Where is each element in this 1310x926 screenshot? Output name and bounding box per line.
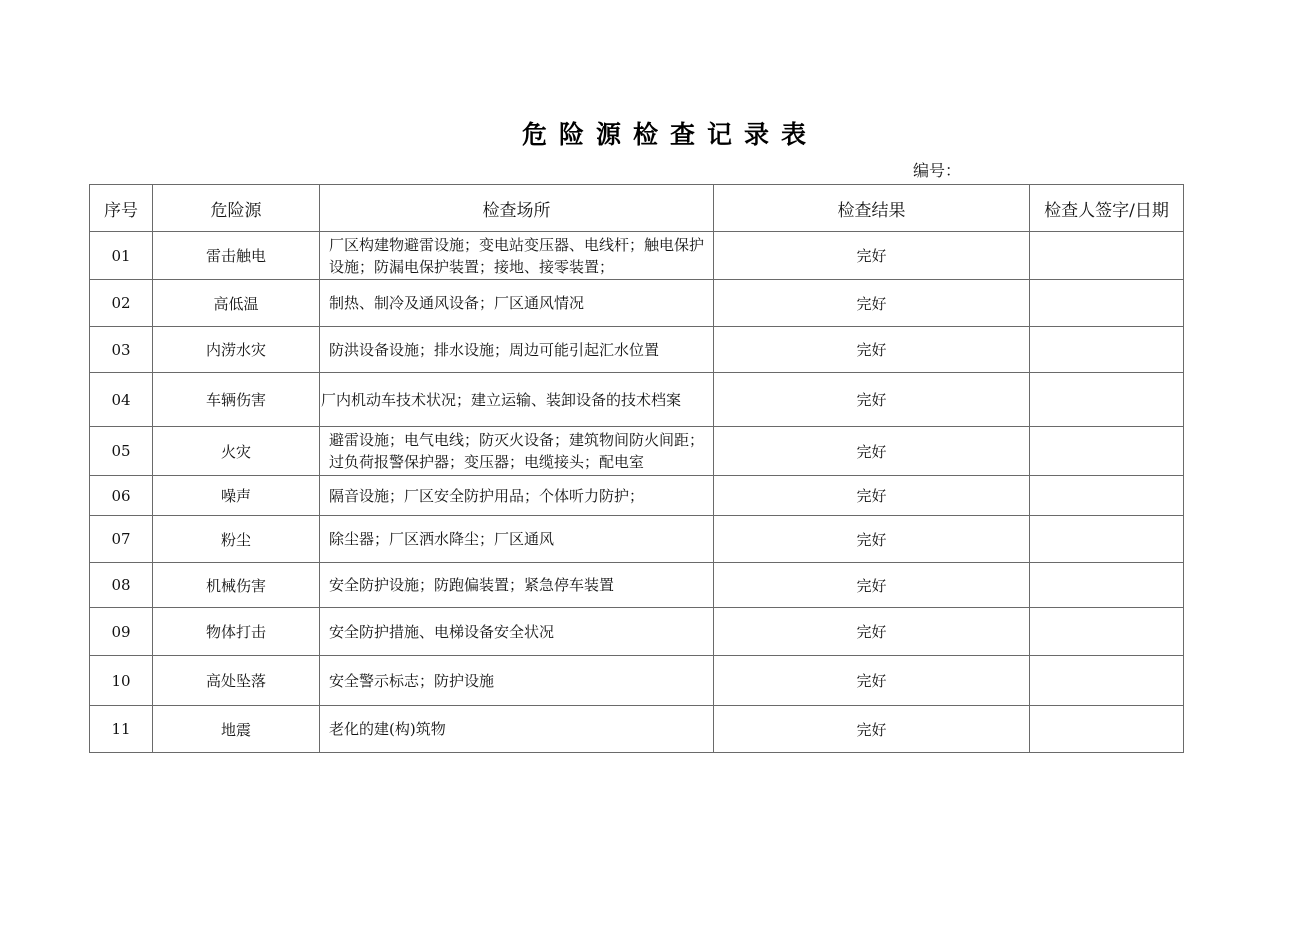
row-result: 完好 [714,427,1030,476]
row-result: 完好 [714,476,1030,516]
table-row [90,656,1184,706]
row-seq: 04 [90,373,153,427]
header-seq: 序号 [90,185,153,232]
row-hazard: 机械伤害 [153,563,320,608]
row-hazard: 内涝水灾 [153,327,320,373]
table-row [90,706,1184,753]
row-signature-cell[interactable] [1030,516,1184,563]
row-signature-cell[interactable] [1030,476,1184,516]
row-seq: 10 [90,656,153,706]
table-row [90,608,1184,656]
row-hazard: 物体打击 [153,608,320,656]
table-row [90,516,1184,563]
document-title: 危险源检查记录表 [521,120,818,149]
row-seq: 01 [90,232,153,280]
row-signature-cell[interactable] [1030,373,1184,427]
hazard-inspection-table [89,184,1184,753]
row-seq: 05 [90,427,153,476]
row-hazard: 噪声 [153,476,320,516]
row-signature-cell[interactable] [1030,232,1184,280]
row-hazard: 火灾 [153,427,320,476]
row-signature-cell[interactable] [1030,327,1184,373]
row-signature-cell[interactable] [1030,706,1184,753]
row-result: 完好 [714,327,1030,373]
row-hazard: 高处坠落 [153,656,320,706]
header-hazard: 危险源 [153,185,320,232]
row-seq: 07 [90,516,153,563]
row-hazard: 车辆伤害 [153,373,320,427]
row-place: 避雷设施；电气电线；防灭火设备；建筑物间防火间距；过负荷报警保护器；变压器；电缆接头；配电室 [320,427,714,476]
table-row [90,563,1184,608]
header-result: 检查结果 [714,185,1030,232]
row-seq: 11 [90,706,153,753]
row-result: 完好 [714,373,1030,427]
row-place: 老化的建(构)筑物 [320,706,714,753]
document-number-label: 编号： [913,161,962,180]
row-hazard: 粉尘 [153,516,320,563]
row-hazard: 地震 [153,706,320,753]
header-place: 检查场所 [320,185,714,232]
row-result: 完好 [714,656,1030,706]
table-row [90,427,1184,476]
row-seq: 03 [90,327,153,373]
row-hazard: 雷击触电 [153,232,320,280]
table-header-row [90,185,1184,232]
row-result: 完好 [714,563,1030,608]
row-seq: 02 [90,280,153,327]
table-row [90,280,1184,327]
table-row [90,232,1184,280]
row-seq: 09 [90,608,153,656]
row-signature-cell[interactable] [1030,427,1184,476]
row-place: 安全防护措施、电梯设备安全状况 [320,608,714,656]
row-seq: 06 [90,476,153,516]
row-place: 安全防护设施；防跑偏装置；紧急停车装置 [320,563,714,608]
row-result: 完好 [714,280,1030,327]
table-row [90,327,1184,373]
row-hazard: 高低温 [153,280,320,327]
row-place: 安全警示标志；防护设施 [320,656,714,706]
row-signature-cell[interactable] [1030,563,1184,608]
row-result: 完好 [714,706,1030,753]
row-signature-cell[interactable] [1030,656,1184,706]
row-place: 厂内机动车技术状况；建立运输、装卸设备的技术档案 [320,373,714,427]
table-row [90,373,1184,427]
row-seq: 08 [90,563,153,608]
row-place: 防洪设备设施；排水设施；周边可能引起汇水位置 [320,327,714,373]
table-row [90,476,1184,516]
row-place: 制热、制冷及通风设备；厂区通风情况 [320,280,714,327]
row-place: 除尘器；厂区洒水降尘；厂区通风 [320,516,714,563]
header-signature: 检查人签字/日期 [1030,185,1184,232]
row-result: 完好 [714,232,1030,280]
row-place: 厂区构建物避雷设施；变电站变压器、电线杆；触电保护设施；防漏电保护装置；接地、接零装置； [320,232,714,280]
row-place: 隔音设施；厂区安全防护用品；个体听力防护； [320,476,714,516]
row-signature-cell[interactable] [1030,280,1184,327]
row-result: 完好 [714,516,1030,563]
row-result: 完好 [714,608,1030,656]
row-signature-cell[interactable] [1030,608,1184,656]
